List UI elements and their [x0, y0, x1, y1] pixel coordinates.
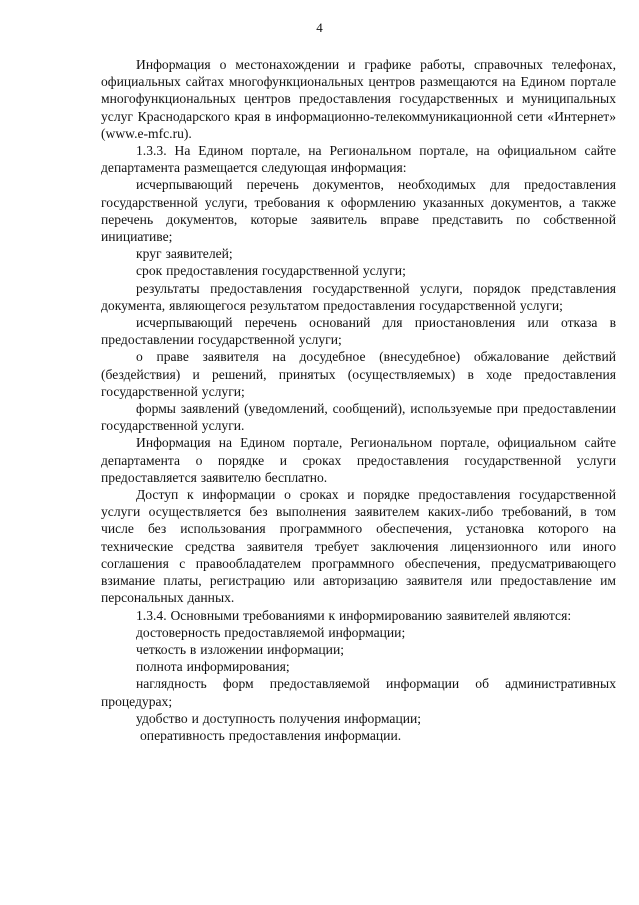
- paragraph-forms: формы заявлений (уведомлений, сообщений), используемые при предоставлении государственной услуги.: [101, 401, 616, 434]
- paragraph-completeness: полнота информирования;: [136, 659, 290, 675]
- paragraph-visibility: наглядность форм предоставляемой информации об административных процедурах;: [101, 676, 616, 709]
- paragraph-appeal-right: о праве заявителя на досудебное (внесудебное) обжалование действий (бездействия) и решений, принятых (осуществляемых) в ходе предоставления государственной услуги;: [101, 349, 616, 399]
- paragraph-results: результаты предоставления государственной услуги, порядок представления документа, являющегося результатом предоставления государственной услуги;: [101, 280, 616, 313]
- page-number: 4: [316, 20, 323, 35]
- paragraph-convenience: удобство и доступность получения информации;: [136, 710, 422, 726]
- paragraph-access: Доступ к информации о сроках и порядке предоставления государственной услуги осуществляется без выполнения заявителем каких-либо требований, в том числе без использования программного обеспечения, установка которого на технические средства заявителя требует заключения лицензионного или иного соглашения с правообладателем программного обеспечения, предусматривающего взимание платы, регистрацию или авторизацию заявителя или предоставление им персональных данных.: [101, 487, 616, 606]
- paragraph-suspension-grounds: исчерпывающий перечень оснований для приостановления или отказа в предоставлении государственной услуги;: [101, 315, 616, 348]
- paragraph-term: срок предоставления государственной услуги;: [136, 263, 406, 279]
- paragraph-clarity: четкость в изложении информации;: [136, 641, 344, 657]
- paragraph-documents-list: исчерпывающий перечень документов, необходимых для предоставления государственной услуги, требования к оформлению указанных документов, а также перечень документов, которые заявитель вправе представить по собственной инициативе;: [101, 177, 616, 245]
- document-body: [101, 56, 616, 744]
- paragraph-section-1-3-3: 1.3.3. На Едином портале, на Региональном портале, на официальном сайте департамента размещается следующая информация:: [101, 143, 616, 176]
- paragraph-reliability: достоверность предоставляемой информации;: [136, 624, 406, 640]
- paragraph-promptness: оперативность предоставления информации.: [140, 727, 402, 743]
- paragraph-mfc-info: Информация о местонахождении и графике работы, справочных телефонах, официальных сайтах многофункциональных центров размещаются на Едином портале многофункциональных центров предоставления государственных и муниципальных услуг Краснодарского края в информационно-телекоммуникационной сети «Интернет» (www.e-mfc.ru).: [101, 57, 616, 141]
- paragraph-free-info: Информация на Едином портале, Региональном портале, официальном сайте департамента о порядке и сроках предоставления государственной услуги предоставляется заявителю бесплатно.: [101, 435, 616, 485]
- paragraph-applicants: круг заявителей;: [136, 246, 233, 262]
- paragraph-section-1-3-4: 1.3.4. Основными требованиями к информированию заявителей являются:: [136, 607, 572, 623]
